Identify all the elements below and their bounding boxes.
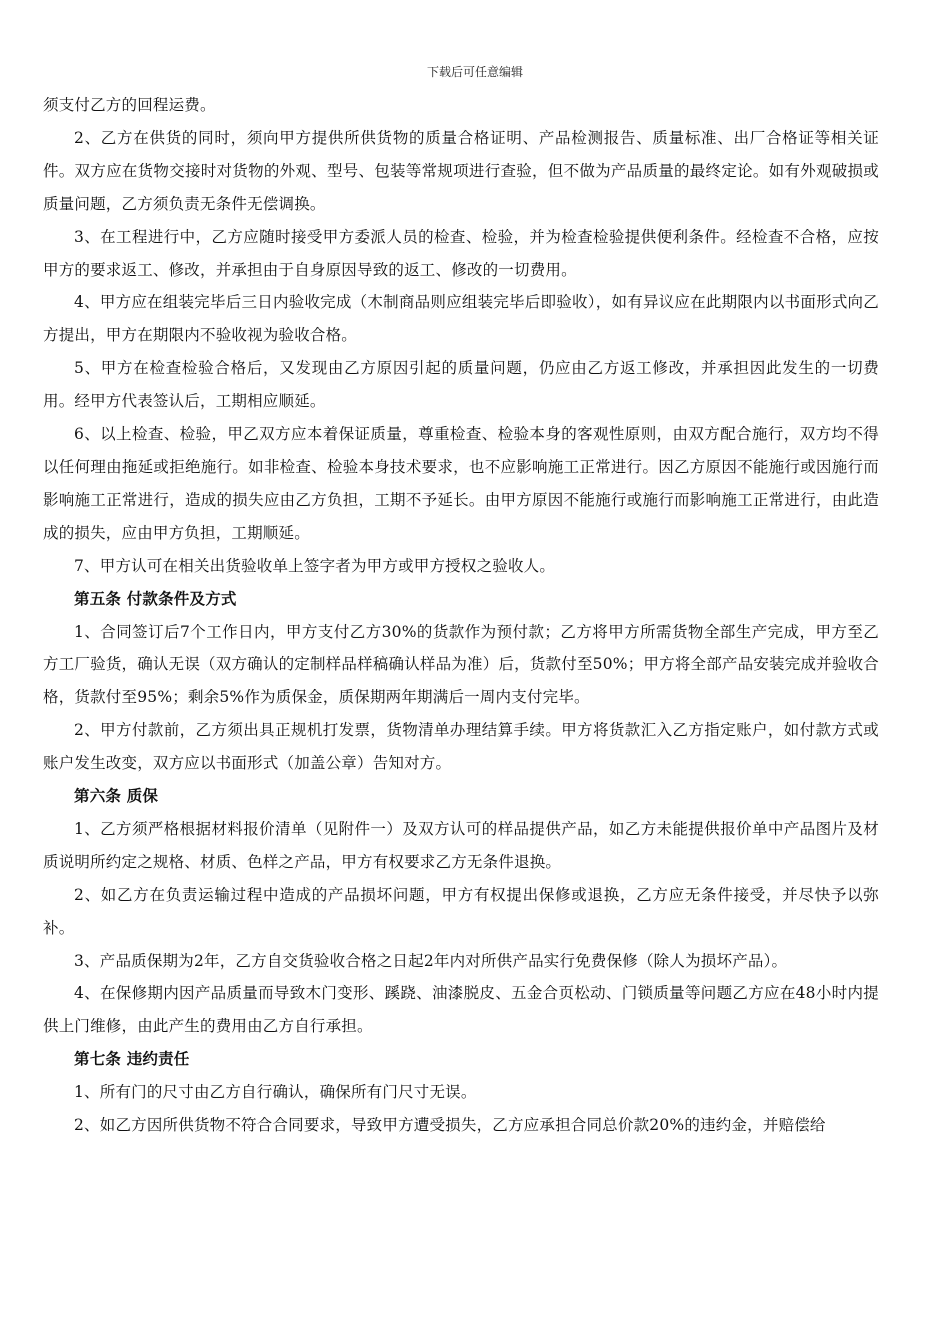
paragraph-continuation: 须支付乙方的回程运费。 xyxy=(43,96,216,114)
paragraph: 3、产品质保期为2年，乙方自交货验收合格之日起2年内对所供产品实行免费保修（除人为损坏产品）。 xyxy=(74,951,788,970)
paragraph: 2、如乙方在负责运输过程中造成的产品损坏问题，甲方有权提出保修或退换，乙方应无条件接受，并尽快予以弥补。 xyxy=(43,885,879,937)
paragraph: 1、乙方须严格根据材料报价清单（见附件一）及双方认可的样品提供产品，如乙方未能提供报价单中产品图片及材质说明所约定之规格、材质、色样之产品，甲方有权要求乙方无条件退换。 xyxy=(43,819,879,871)
paragraph: 2、甲方付款前，乙方须出具正规机打发票，货物清单办理结算手续。甲方将货款汇入乙方指定账户，如付款方式或账户发生改变，双方应以书面形式（加盖公章）告知对方。 xyxy=(43,721,879,773)
page-header: 下载后可任意编辑 xyxy=(426,65,523,79)
paragraph: 4、在保修期内因产品质量而导致木门变形、蹊跷、油漆脱皮、五金合页松动、门锁质量等问题乙方应在48小时内提供上门维修，由此产生的费用由乙方自行承担。 xyxy=(43,984,879,1036)
paragraph: 1、合同签订后7个工作日内，甲方支付乙方30%的货款作为预付款；乙方将甲方所需货物全部生产完成，甲方至乙方工厂验货，确认无误（双方确认的定制样品样稿确认样品为准）后，货款付至50%；甲方将全部产品安装完成并验收合格，货款付至95%；剩余5%作为质保金，质保期两年期满后一周内支付完毕。 xyxy=(43,622,879,707)
paragraph: 7、甲方认可在相关出货验收单上签字者为甲方或甲方授权之验收人。 xyxy=(74,556,556,575)
paragraph: 1、所有门的尺寸由乙方自行确认，确保所有门尺寸无误。 xyxy=(74,1083,477,1102)
paragraph: 5、甲方在检查检验合格后，又发现由乙方原因引起的质量问题，仍应由乙方返工修改，并承担因此发生的一切费用。经甲方代表签认后，工期相应顺延。 xyxy=(43,359,879,411)
paragraph: 2、乙方在供货的同时，须向甲方提供所供货物的质量合格证明、产品检测报告、质量标准、出厂合格证等相关证件。双方应在货物交接时对货物的外观、型号、包装等常规项进行查验，但不做为产品质量的最终定论。如有外观破损或质量问题，乙方须负责无条件无偿调换。 xyxy=(43,128,879,213)
paragraph: 2、如乙方因所供货物不符合合同要求，导致甲方遭受损失，乙方应承担合同总价款20%的违约金，并赔偿给 xyxy=(74,1116,826,1135)
section-heading: 第七条 违约责任 xyxy=(74,1050,190,1069)
document-body xyxy=(43,89,879,1142)
section-heading: 第五条 付款条件及方式 xyxy=(74,589,237,608)
section-heading: 第六条 质保 xyxy=(74,787,159,806)
paragraph: 3、在工程进行中，乙方应随时接受甲方委派人员的检查、检验，并为检查检验提供便利条件。经检查不合格，应按甲方的要求返工、修改，并承担由于自身原因导致的返工、修改的一切费用。 xyxy=(43,227,879,279)
paragraph: 4、甲方应在组装完毕后三日内验收完成（木制商品则应组装完毕后即验收），如有异议应在此期限内以书面形式向乙方提出，甲方在期限内不验收视为验收合格。 xyxy=(43,293,879,345)
paragraph: 6、以上检查、检验，甲乙双方应本着保证质量，尊重检查、检验本身的客观性原则，由双方配合施行，双方均不得以任何理由拖延或拒绝施行。如非检查、检验本身技术要求，也不应影响施工正常进行。因乙方原因不能施行或因施行而影响施工正常进行，造成的损失应由乙方负担，工期不予延长。由甲方原因不能施行或施行而影响施工正常进行，由此造成的损失，应由甲方负担，工期顺延。 xyxy=(43,425,879,542)
